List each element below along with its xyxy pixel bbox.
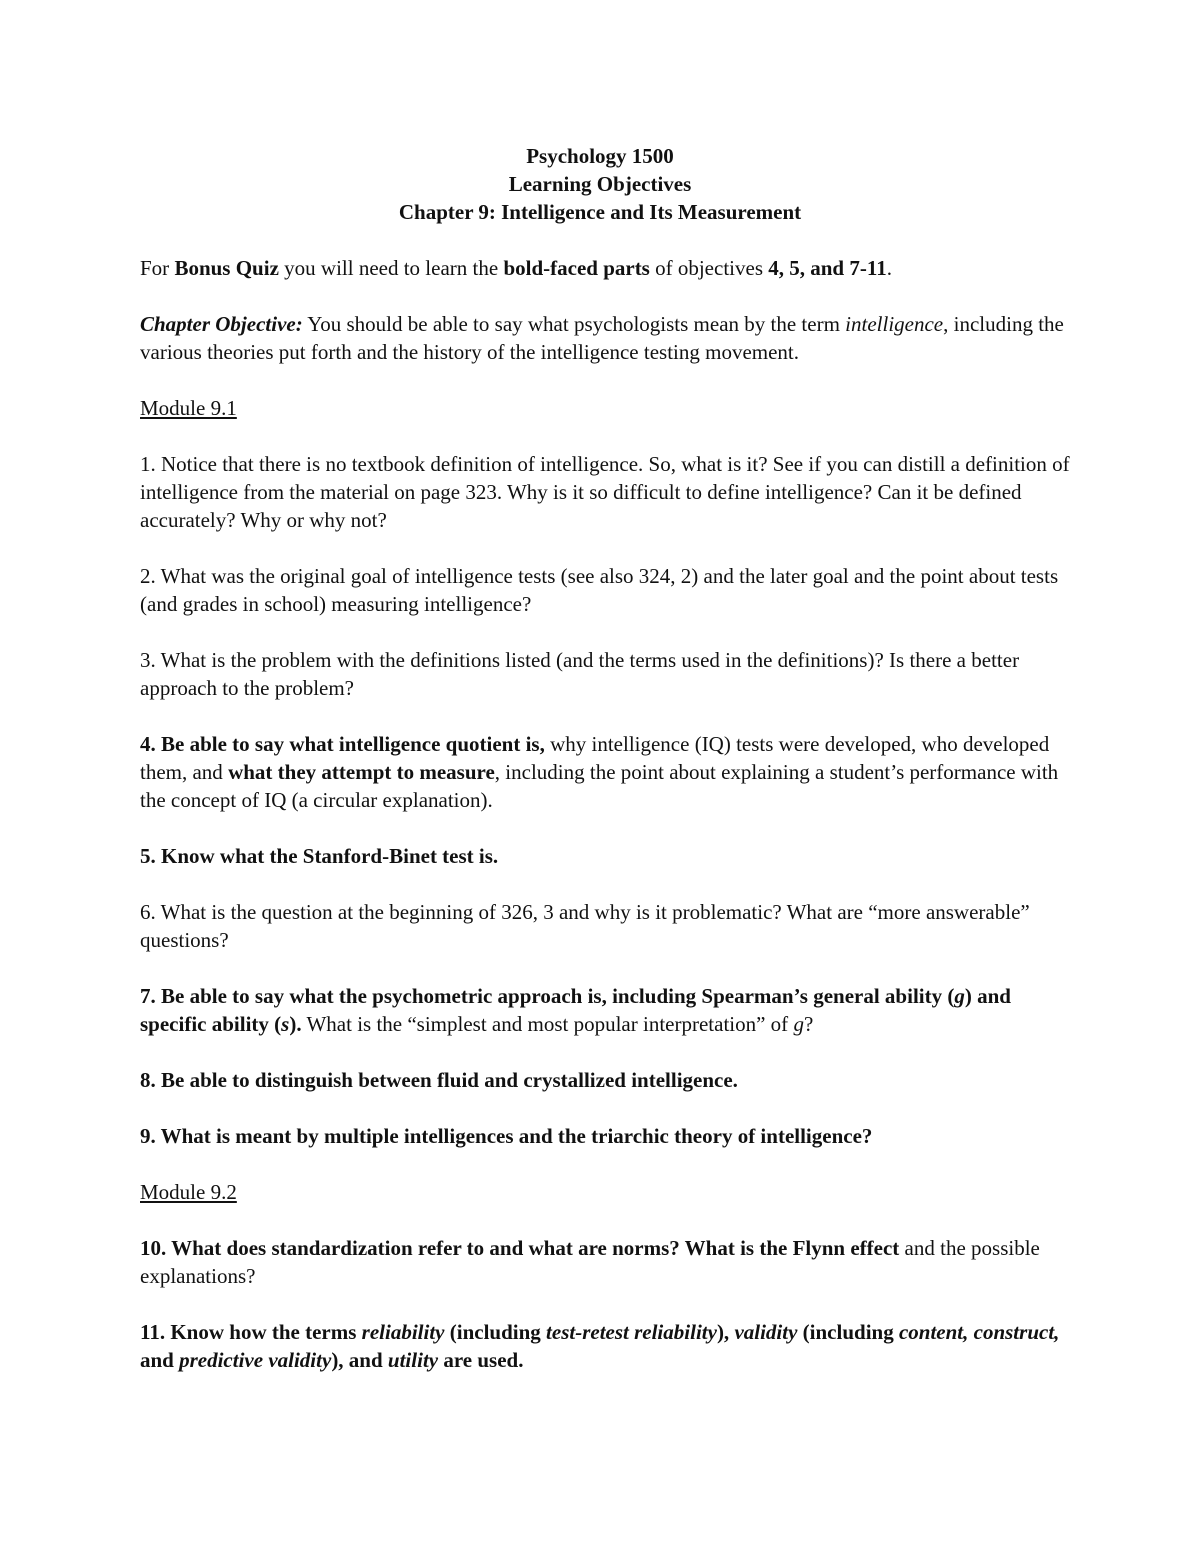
intro-bold-2: bold-faced parts bbox=[503, 256, 650, 280]
module-heading-9-1: Module 9.1 bbox=[140, 396, 237, 420]
intro-paragraph bbox=[140, 254, 1070, 282]
module-heading-9-2: Module 9.2 bbox=[140, 1180, 237, 1204]
intro-text-1: For bbox=[140, 256, 175, 280]
objective-11-bold-5: and bbox=[140, 1348, 180, 1372]
objective-7-text-1: What is the “simplest and most popular interpretation” of bbox=[301, 1012, 794, 1036]
objective-11-bold-7: are used. bbox=[438, 1348, 524, 1372]
document-type-title: Learning Objectives bbox=[508, 172, 692, 196]
chapter-objective-label: Chapter Objective: bbox=[140, 312, 303, 336]
objective-10-text: and the possible explanations? bbox=[140, 1236, 1040, 1288]
objective-11-term-reliability: reliability bbox=[361, 1320, 445, 1344]
objective-11-bold-3: ), bbox=[716, 1320, 735, 1344]
objective-7-text-2: ? bbox=[803, 1012, 814, 1036]
objective-2: 2. What was the original goal of intelligence tests (see also 324, 2) and the later goal and the point about tests (and grades in school) measuring intelligence? bbox=[140, 564, 1059, 616]
objective-3: 3. What is the problem with the definitions listed (and the terms used in the definitions)? Is there a better approach to the problem? bbox=[140, 648, 1020, 700]
objective-6: 6. What is the question at the beginning of 326, 3 and why is it problematic? What are “more answerable” questions? bbox=[140, 900, 1030, 952]
objective-7-g-symbol-2: g bbox=[793, 1012, 804, 1036]
objective-7-g-symbol: g bbox=[954, 984, 965, 1008]
document-header bbox=[0, 142, 1200, 226]
objective-10 bbox=[140, 1234, 1070, 1290]
objective-11-term-content-construct: content, construct, bbox=[898, 1320, 1060, 1344]
objective-5-bold: 5. Know what the Stanford-Binet test is. bbox=[140, 844, 499, 868]
objective-11-bold-4: (including bbox=[797, 1320, 899, 1344]
chapter-objective-paragraph bbox=[140, 310, 1070, 366]
objective-5 bbox=[140, 842, 1070, 870]
objective-4-text-1: why intelligence (IQ) tests were developed, who developed them, and bbox=[140, 732, 1050, 784]
objective-8 bbox=[140, 1066, 1070, 1094]
intro-text-4: . bbox=[886, 256, 892, 280]
chapter-objective-text-1: You should be able to say what psychologists mean by the term bbox=[302, 312, 846, 336]
document-body bbox=[140, 254, 1070, 1402]
objective-7-bold-3: ). bbox=[289, 1012, 302, 1036]
objective-11-bold-1: 11. Know how the terms bbox=[140, 1320, 362, 1344]
objective-4-bold-1: 4. Be able to say what intelligence quotient is, bbox=[140, 732, 545, 756]
objective-11-term-validity: validity bbox=[734, 1320, 798, 1344]
objective-11-term-utility: utility bbox=[387, 1348, 439, 1372]
objective-7-bold-2: ) and specific ability ( bbox=[140, 984, 1011, 1036]
objective-9-bold: 9. What is meant by multiple intelligences and the triarchic theory of intelligence? bbox=[140, 1124, 873, 1148]
objective-8-bold: 8. Be able to distinguish between fluid and crystallized intelligence. bbox=[140, 1068, 738, 1092]
chapter-objective-term: intelligence bbox=[845, 312, 944, 336]
intro-text-3: of objectives bbox=[649, 256, 769, 280]
objective-7-s-symbol: s bbox=[281, 1012, 290, 1036]
objective-7-bold-1: 7. Be able to say what the psychometric approach is, including Spearman’s general ability ( bbox=[140, 984, 955, 1008]
objective-11 bbox=[140, 1318, 1070, 1374]
objective-11-bold-2: (including bbox=[444, 1320, 547, 1344]
chapter-objective-text-2: , including the various theories put forth and the history of the intelligence testing movement. bbox=[140, 312, 1064, 364]
objective-7 bbox=[140, 982, 1070, 1038]
objective-4-text-2: , including the point about explaining a student’s performance with the concept of IQ (a circular explanation). bbox=[140, 760, 1059, 812]
intro-bold-1: Bonus Quiz bbox=[174, 256, 279, 280]
objective-1: 1. Notice that there is no textbook definition of intelligence. So, what is it? See if you can distill a definition of intelligence from the material on page 323. Why is it so difficult to define intelligence? Can it be defined accurately? Why or why not? bbox=[140, 452, 1070, 532]
objective-11-bold-6: ), and bbox=[331, 1348, 388, 1372]
intro-bold-3: 4, 5, and 7-11 bbox=[768, 256, 887, 280]
objective-4-bold-2: what they attempt to measure bbox=[228, 760, 495, 784]
objective-9 bbox=[140, 1122, 1070, 1150]
objective-4 bbox=[140, 730, 1070, 814]
chapter-title: Chapter 9: Intelligence and Its Measurement bbox=[398, 200, 802, 224]
objective-11-term-predictive: predictive validity bbox=[179, 1348, 332, 1372]
course-title: Psychology 1500 bbox=[526, 144, 674, 168]
intro-text-2: you will need to learn the bbox=[278, 256, 504, 280]
objective-11-term-test-retest: test-retest reliability bbox=[546, 1320, 717, 1344]
objective-10-bold: 10. What does standardization refer to and what are norms? What is the Flynn effect bbox=[140, 1236, 900, 1260]
